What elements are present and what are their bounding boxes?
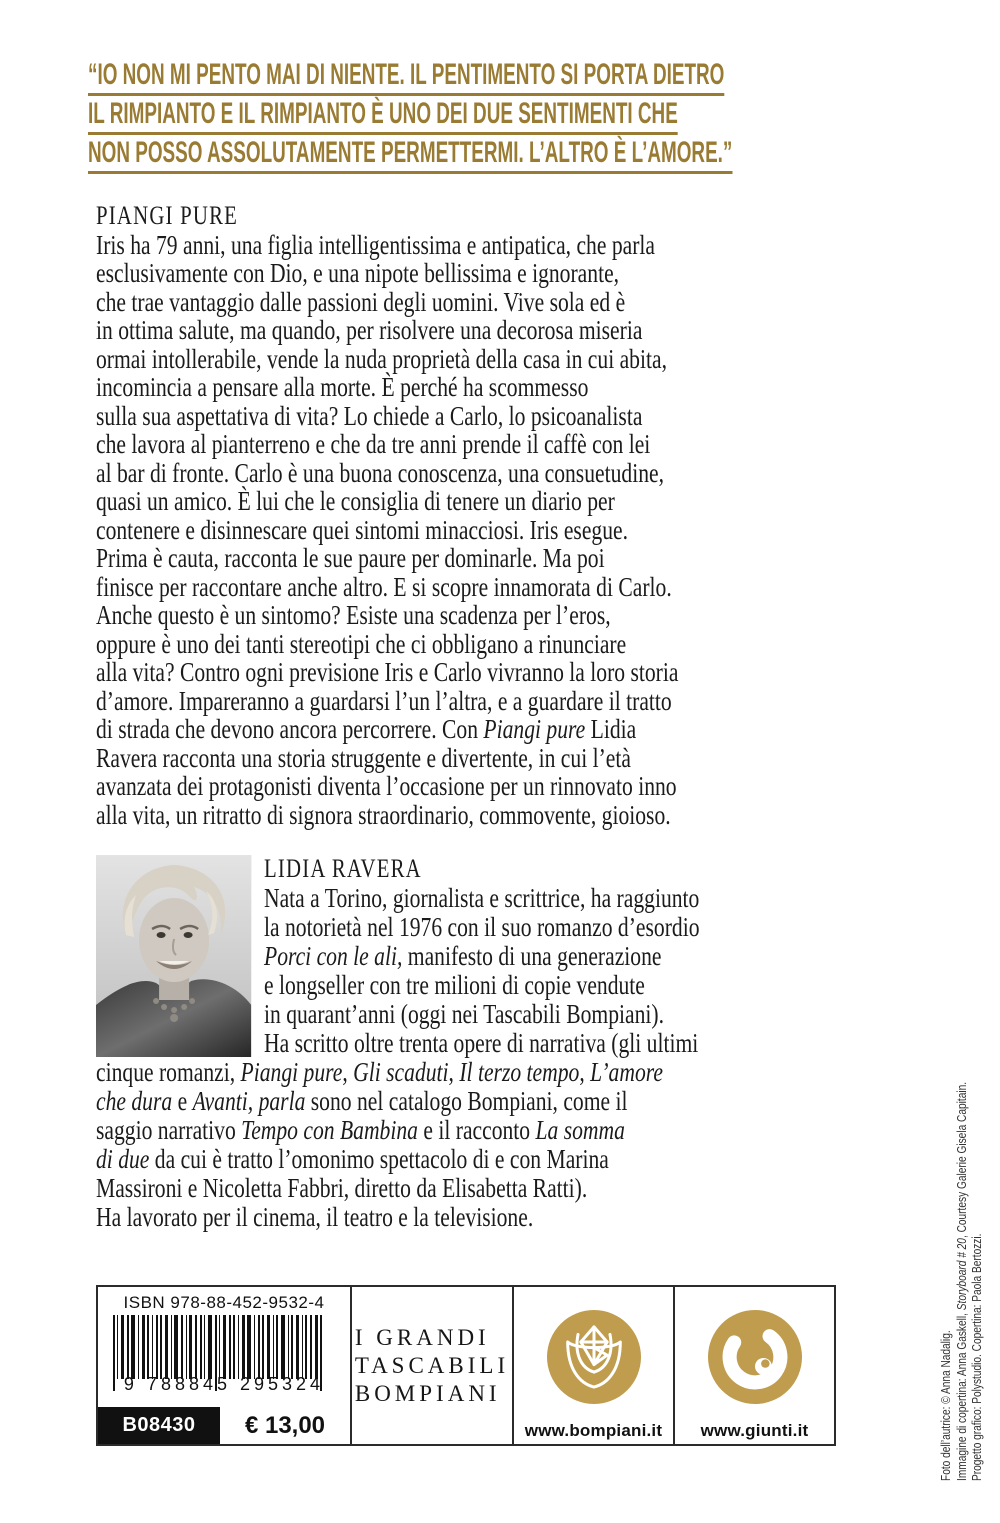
author-photo (96, 855, 251, 1057)
text-line: d’amore. Impareranno a guardarsi l’un l’altra, e a guardare il tratto (96, 685, 672, 716)
text-line: la notorietà nel 1976 con il suo romanzo d’esordio (264, 911, 700, 942)
text-line: in ottima salute, ma quando, per risolvere una decorosa miseria (96, 315, 643, 345)
price-label: € 13,00 (244, 1411, 326, 1439)
text-line: quasi un amico. È lui che le consiglia di tenere un diario per (96, 486, 615, 516)
giunti-url: www.giunti.it (700, 1421, 809, 1440)
text-line: e longseller con tre milioni di copie vendute (264, 969, 645, 1000)
credits-text (938, 1082, 985, 1481)
bompiani-cell (512, 1287, 673, 1444)
price-row (98, 1407, 350, 1444)
text-line: Iris ha 79 anni, una figlia intelligentissima e antipatica, che parla (96, 229, 656, 260)
text-line: che trae vantaggio dalle passioni degli uomini. Vive sola ed è (96, 286, 626, 317)
text-line: Foto dell’autrice: © Anna Nadalig. (938, 1330, 953, 1481)
text-line: TASCABILI (354, 1352, 510, 1378)
synopsis-section (96, 202, 836, 829)
text-line: IL RIMPIANTO E IL RIMPIANTO È UNO DEI DUE SENTIMENTI CHE (88, 99, 678, 135)
text-line: alla vita? Contro ogni previsione Iris e Carlo vivranno la loro storia (96, 657, 679, 687)
text-line: Ha scritto oltre trenta opere di narrativa (gli ultimi (264, 1027, 699, 1058)
text-line: I GRANDI (354, 1324, 490, 1350)
text-line: che dura e Avanti, parla sono nel catalogo Bompiani, come il (96, 1085, 628, 1116)
barcode-cell (98, 1287, 350, 1444)
author-portrait-image (96, 855, 251, 1057)
text-line: oppure è uno dei tanti stereotipi che ci obbligano a rinunciare (96, 628, 627, 659)
text-line: Nata a Torino, giornalista e scrittrice, ha raggiunto (264, 882, 700, 913)
text-line: Anche questo è un sintomo? Esiste una scadenza per l’eros, (96, 600, 611, 630)
text-line: alla vita, un ritratto di signora straordinario, commovente, gioioso. (96, 799, 671, 830)
text-line: ormai intollerabile, vende la nuda proprietà della casa in cui abita, (96, 343, 667, 374)
text-line: che lavora al pianterreno e che da tre anni prende il caffè con lei (96, 429, 651, 459)
bompiani-url: www.bompiani.it (524, 1421, 663, 1440)
text-line: al bar di fronte. Carlo è una buona conoscenza, una consuetudine, (96, 457, 664, 488)
text-line: avanzata dei protagonisti diventa l’occasione per un rinnovato inno (96, 771, 677, 801)
footer-bar (96, 1285, 836, 1446)
text-line: “IO NON MI PENTO MAI DI NIENTE. IL PENTIMENTO SI PORTA DIETRO (88, 60, 724, 96)
author-name: LIDIA RAVERA (264, 854, 422, 883)
series-name (355, 1324, 509, 1408)
text-line: cinque romanzi, Piangi pure, Gli scaduti, Il terzo tempo, L’amore (96, 1056, 663, 1087)
book-code-badge: B08430 (98, 1407, 220, 1444)
giunti-logo-icon (708, 1310, 802, 1404)
text-line: Ha lavorato per il cinema, il teatro e la televisione. (96, 1201, 534, 1232)
text-line: contenere e disinnescare quei sintomi minacciosi. Iris esegue. (96, 514, 629, 545)
text-line: Progetto grafico: Polystudio. Copertina: Paola Bertozzi. (969, 1233, 984, 1481)
barcode-digits: 9 788845 295324 (123, 1374, 325, 1394)
text-line: in quarant’anni (oggi nei Tascabili Bompiani). (264, 998, 664, 1029)
synopsis-text (96, 231, 836, 830)
text-line: sulla sua aspettativa di vita? Lo chiede a Carlo, lo psicoanalista (96, 400, 643, 431)
text-line: incomincia a pensare alla morte. È perché ha scommesso (96, 372, 589, 402)
text-line: di strada che devono ancora percorrere. Con Piangi pure Lidia (96, 714, 637, 744)
text-line: finisce per raccontare anche altro. E si scopre innamorata di Carlo. (96, 571, 672, 602)
giunti-cell (673, 1287, 834, 1444)
text-line: Massironi e Nicoletta Fabbri, diretto da Elisabetta Ratti). (96, 1172, 588, 1203)
text-line: Immagine di copertina: Anna Gaskell, Storyboard # 20, Courtesy Galerie Gisela Capitain. (953, 1081, 969, 1481)
author-bio-section (96, 855, 836, 1232)
bompiani-logo-icon (547, 1310, 641, 1404)
cover-quote (88, 60, 831, 177)
text-line: saggio narrativo Tempo con Bambina e il racconto La somma (96, 1114, 625, 1145)
text-line: Porci con le ali, manifesto di una generazione (264, 940, 662, 971)
text-line: Ravera racconta una storia struggente e divertente, in cui l’età (96, 742, 631, 773)
text-line: di due da cui è tratto l’omonimo spettacolo di e con Marina (96, 1143, 609, 1174)
isbn-label: ISBN 978-88-452-9532-4 (123, 1293, 325, 1312)
book-title: PIANGI PURE (96, 201, 239, 230)
text-line: NON POSSO ASSOLUTAMENTE PERMETTERMI. L’ALTRO È L’AMORE.” (88, 138, 732, 174)
text-line: Prima è cauta, racconta le sue paure per dominarle. Ma poi (96, 543, 605, 573)
text-line: esclusivamente con Dio, e una nipote bellissima e ignorante, (96, 258, 620, 288)
text-line: BOMPIANI (354, 1380, 501, 1406)
series-cell (350, 1287, 512, 1444)
